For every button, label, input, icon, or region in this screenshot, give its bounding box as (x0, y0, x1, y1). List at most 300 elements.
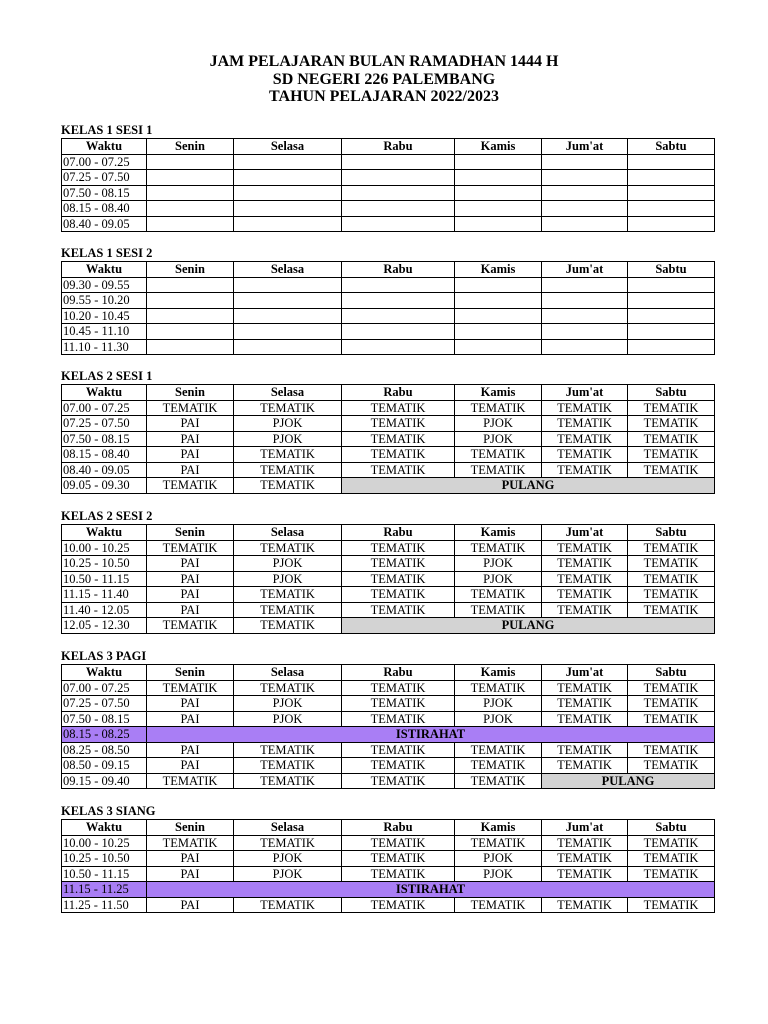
subject-cell (455, 308, 542, 324)
subject-cell: TEMATIK (342, 696, 455, 712)
table-row (62, 185, 715, 201)
schedule-table (61, 384, 715, 494)
subject-cell: PJOK (455, 711, 542, 727)
title-line-1: JAM PELAJARAN BULAN RAMADHAN 1444 H (209, 53, 559, 70)
time-cell: 08.15 - 08.40 (62, 201, 147, 217)
table-row (62, 758, 715, 774)
title-line-2: SD NEGERI 226 PALEMBANG (272, 70, 496, 88)
subject-cell: TEMATIK (342, 773, 455, 789)
subject-cell (234, 324, 342, 340)
subject-cell: TEMATIK (234, 587, 342, 603)
column-header: Selasa (234, 385, 342, 401)
table-row (62, 170, 715, 186)
column-header: Kamis (455, 139, 542, 155)
subject-cell (342, 293, 455, 309)
subject-cell (147, 324, 234, 340)
subject-cell (147, 154, 234, 170)
subject-cell: PJOK (234, 416, 342, 432)
subject-cell (147, 293, 234, 309)
time-cell: 10.50 - 11.15 (62, 866, 147, 882)
subject-cell: PJOK (455, 571, 542, 587)
subject-cell (455, 277, 542, 293)
subject-cell: TEMATIK (628, 447, 715, 463)
subject-cell: TEMATIK (455, 540, 542, 556)
subject-cell: TEMATIK (234, 447, 342, 463)
subject-cell (147, 277, 234, 293)
subject-cell: TEMATIK (455, 400, 542, 416)
section-kelas-1-sesi-1 (61, 123, 714, 232)
column-header: Rabu (342, 139, 455, 155)
subject-cell: PAI (147, 447, 234, 463)
subject-cell: TEMATIK (234, 478, 342, 494)
table-row (62, 416, 715, 432)
column-header: Rabu (342, 820, 455, 836)
column-header: Selasa (234, 665, 342, 681)
subject-cell: TEMATIK (455, 897, 542, 913)
schedule-table (61, 524, 715, 634)
subject-cell: TEMATIK (455, 680, 542, 696)
subject-cell (455, 154, 542, 170)
time-cell: 11.10 - 11.30 (62, 339, 147, 355)
subject-cell: TEMATIK (455, 447, 542, 463)
table-row (62, 711, 715, 727)
column-header: Rabu (342, 525, 455, 541)
subject-cell (542, 170, 628, 186)
subject-cell: TEMATIK (342, 540, 455, 556)
subject-cell (147, 201, 234, 217)
subject-cell: PAI (147, 556, 234, 572)
subject-cell (342, 170, 455, 186)
subject-cell: PJOK (455, 416, 542, 432)
table-row (62, 897, 715, 913)
subject-cell (234, 293, 342, 309)
subject-cell: PAI (147, 571, 234, 587)
subject-cell (542, 201, 628, 217)
time-cell: 07.25 - 07.50 (62, 696, 147, 712)
time-cell: 11.40 - 12.05 (62, 602, 147, 618)
subject-cell (234, 216, 342, 232)
table-row (62, 293, 715, 309)
subject-cell (147, 185, 234, 201)
subject-cell: TEMATIK (342, 851, 455, 867)
subject-cell: PJOK (455, 866, 542, 882)
column-header: Jum'at (542, 262, 628, 278)
column-header: Sabtu (628, 262, 715, 278)
schedule-table (61, 138, 715, 232)
subject-cell: PJOK (234, 851, 342, 867)
subject-cell: TEMATIK (542, 742, 628, 758)
subject-cell (628, 154, 715, 170)
column-header: Senin (147, 665, 234, 681)
subject-cell: TEMATIK (147, 680, 234, 696)
subject-cell (542, 185, 628, 201)
subject-cell: TEMATIK (342, 711, 455, 727)
subject-cell: TEMATIK (628, 742, 715, 758)
column-header: Kamis (455, 385, 542, 401)
subject-cell: TEMATIK (542, 587, 628, 603)
subject-cell: TEMATIK (628, 587, 715, 603)
subject-cell (342, 185, 455, 201)
subject-cell (342, 324, 455, 340)
subject-cell (342, 277, 455, 293)
column-header: Jum'at (542, 665, 628, 681)
subject-cell (542, 324, 628, 340)
column-header: Jum'at (542, 525, 628, 541)
subject-cell (147, 170, 234, 186)
column-header: Selasa (234, 820, 342, 836)
dismissal-cell: PULANG (542, 773, 715, 789)
subject-cell (628, 170, 715, 186)
subject-cell: TEMATIK (342, 602, 455, 618)
subject-cell: TEMATIK (342, 742, 455, 758)
column-header: Jum'at (542, 820, 628, 836)
subject-cell: PJOK (455, 431, 542, 447)
time-cell: 08.50 - 09.15 (62, 758, 147, 774)
column-header: Kamis (455, 665, 542, 681)
subject-cell (147, 216, 234, 232)
table-row (62, 216, 715, 232)
subject-cell: TEMATIK (628, 835, 715, 851)
header-row (62, 262, 715, 278)
subject-cell: TEMATIK (234, 773, 342, 789)
column-header: Rabu (342, 262, 455, 278)
subject-cell: TEMATIK (342, 835, 455, 851)
subject-cell (455, 216, 542, 232)
subject-cell (234, 308, 342, 324)
subject-cell (455, 339, 542, 355)
subject-cell: TEMATIK (542, 571, 628, 587)
column-header: Selasa (234, 525, 342, 541)
subject-cell: TEMATIK (234, 618, 342, 634)
subject-cell: TEMATIK (628, 711, 715, 727)
subject-cell (234, 339, 342, 355)
time-cell: 11.15 - 11.40 (62, 587, 147, 603)
time-cell: 07.50 - 08.15 (62, 431, 147, 447)
table-row (62, 324, 715, 340)
column-header: Sabtu (628, 820, 715, 836)
document-title (0, 53, 768, 106)
subject-cell (342, 201, 455, 217)
subject-cell: TEMATIK (542, 851, 628, 867)
break-cell: ISTIRAHAT (147, 727, 715, 743)
column-header: Waktu (62, 525, 147, 541)
column-header: Kamis (455, 820, 542, 836)
subject-cell: TEMATIK (628, 462, 715, 478)
time-cell: 07.50 - 08.15 (62, 185, 147, 201)
subject-cell: PJOK (455, 556, 542, 572)
column-header: Sabtu (628, 385, 715, 401)
table-row (62, 478, 715, 494)
subject-cell (542, 308, 628, 324)
time-cell: 08.25 - 08.50 (62, 742, 147, 758)
table-row (62, 866, 715, 882)
header-row (62, 820, 715, 836)
subject-cell: TEMATIK (455, 835, 542, 851)
time-cell: 09.30 - 09.55 (62, 277, 147, 293)
time-cell: 10.25 - 10.50 (62, 556, 147, 572)
subject-cell: TEMATIK (455, 758, 542, 774)
table-row (62, 540, 715, 556)
time-cell: 07.25 - 07.50 (62, 170, 147, 186)
section-kelas-2-sesi-1 (61, 369, 714, 494)
column-header: Selasa (234, 139, 342, 155)
subject-cell (147, 308, 234, 324)
schedule-table (61, 819, 715, 913)
subject-cell: TEMATIK (234, 897, 342, 913)
dismissal-cell: PULANG (342, 478, 715, 494)
subject-cell: TEMATIK (542, 758, 628, 774)
subject-cell: PAI (147, 696, 234, 712)
subject-cell: TEMATIK (147, 618, 234, 634)
column-header: Jum'at (542, 139, 628, 155)
time-cell: 11.25 - 11.50 (62, 897, 147, 913)
subject-cell: TEMATIK (628, 851, 715, 867)
header-row (62, 525, 715, 541)
section-kelas-3-siang (61, 804, 714, 913)
section-label: KELAS 2 SESI 1 (61, 369, 153, 383)
subject-cell (455, 201, 542, 217)
column-header: Waktu (62, 385, 147, 401)
time-cell: 11.15 - 11.25 (62, 882, 147, 898)
subject-cell: PAI (147, 897, 234, 913)
subject-cell: PAI (147, 866, 234, 882)
subject-cell: PJOK (234, 571, 342, 587)
column-header: Kamis (455, 525, 542, 541)
subject-cell: TEMATIK (342, 897, 455, 913)
subject-cell: PJOK (455, 696, 542, 712)
subject-cell: TEMATIK (234, 835, 342, 851)
section-kelas-2-sesi-2 (61, 509, 714, 634)
subject-cell (234, 170, 342, 186)
dismissal-cell: PULANG (342, 618, 715, 634)
time-cell: 08.15 - 08.40 (62, 447, 147, 463)
time-cell: 07.00 - 07.25 (62, 400, 147, 416)
table-row (62, 277, 715, 293)
column-header: Kamis (455, 262, 542, 278)
title-line-3: TAHUN PELAJARAN 2022/2023 (269, 88, 499, 105)
subject-cell: TEMATIK (628, 680, 715, 696)
table-row (62, 882, 715, 898)
subject-cell (342, 339, 455, 355)
subject-cell: TEMATIK (542, 556, 628, 572)
subject-cell: TEMATIK (542, 540, 628, 556)
header-row (62, 385, 715, 401)
subject-cell: TEMATIK (234, 758, 342, 774)
time-cell: 08.40 - 09.05 (62, 216, 147, 232)
subject-cell: TEMATIK (147, 400, 234, 416)
subject-cell: TEMATIK (455, 773, 542, 789)
subject-cell: TEMATIK (147, 773, 234, 789)
subject-cell: TEMATIK (542, 416, 628, 432)
column-header: Selasa (234, 262, 342, 278)
table-row (62, 447, 715, 463)
subject-cell: TEMATIK (628, 431, 715, 447)
subject-cell: TEMATIK (342, 447, 455, 463)
subject-cell: TEMATIK (455, 742, 542, 758)
subject-cell (455, 185, 542, 201)
subject-cell: TEMATIK (342, 431, 455, 447)
column-header: Waktu (62, 665, 147, 681)
table-row (62, 742, 715, 758)
subject-cell: TEMATIK (147, 540, 234, 556)
column-header: Senin (147, 262, 234, 278)
section-label: KELAS 2 SESI 2 (61, 509, 153, 523)
subject-cell: TEMATIK (342, 556, 455, 572)
subject-cell: PAI (147, 416, 234, 432)
time-cell: 09.15 - 09.40 (62, 773, 147, 789)
subject-cell (542, 154, 628, 170)
subject-cell: TEMATIK (628, 897, 715, 913)
subject-cell (234, 201, 342, 217)
table-row (62, 773, 715, 789)
section-kelas-3-pagi (61, 649, 714, 789)
subject-cell (234, 154, 342, 170)
table-row (62, 400, 715, 416)
subject-cell: TEMATIK (342, 866, 455, 882)
subject-cell (342, 154, 455, 170)
subject-cell: TEMATIK (455, 462, 542, 478)
subject-cell: TEMATIK (628, 416, 715, 432)
column-header: Sabtu (628, 525, 715, 541)
column-header: Waktu (62, 820, 147, 836)
subject-cell: TEMATIK (342, 462, 455, 478)
column-header: Senin (147, 139, 234, 155)
subject-cell: TEMATIK (342, 758, 455, 774)
subject-cell (542, 293, 628, 309)
time-cell: 09.05 - 09.30 (62, 478, 147, 494)
table-row (62, 571, 715, 587)
column-header: Sabtu (628, 139, 715, 155)
subject-cell: TEMATIK (342, 400, 455, 416)
column-header: Waktu (62, 139, 147, 155)
column-header: Senin (147, 525, 234, 541)
subject-cell: TEMATIK (455, 602, 542, 618)
subject-cell: PJOK (234, 556, 342, 572)
subject-cell: TEMATIK (234, 540, 342, 556)
time-cell: 10.25 - 10.50 (62, 851, 147, 867)
table-row (62, 339, 715, 355)
subject-cell: TEMATIK (342, 416, 455, 432)
subject-cell: TEMATIK (234, 462, 342, 478)
time-cell: 08.15 - 08.25 (62, 727, 147, 743)
subject-cell (628, 185, 715, 201)
subject-cell (147, 339, 234, 355)
table-row (62, 835, 715, 851)
subject-cell (628, 324, 715, 340)
subject-cell: TEMATIK (628, 400, 715, 416)
subject-cell: TEMATIK (542, 835, 628, 851)
table-row (62, 201, 715, 217)
subject-cell: TEMATIK (342, 680, 455, 696)
subject-cell: TEMATIK (147, 835, 234, 851)
section-label: KELAS 1 SESI 1 (61, 123, 153, 137)
table-row (62, 696, 715, 712)
subject-cell: TEMATIK (628, 758, 715, 774)
subject-cell: TEMATIK (542, 602, 628, 618)
time-cell: 07.00 - 07.25 (62, 680, 147, 696)
subject-cell (628, 216, 715, 232)
subject-cell: TEMATIK (542, 431, 628, 447)
section-label: KELAS 1 SESI 2 (61, 246, 153, 260)
subject-cell (455, 324, 542, 340)
table-row (62, 602, 715, 618)
subject-cell: TEMATIK (628, 602, 715, 618)
subject-cell (455, 170, 542, 186)
subject-cell: TEMATIK (628, 696, 715, 712)
table-row (62, 680, 715, 696)
table-row (62, 618, 715, 634)
subject-cell: PAI (147, 462, 234, 478)
column-header: Senin (147, 385, 234, 401)
subject-cell: TEMATIK (234, 602, 342, 618)
column-header: Rabu (342, 385, 455, 401)
table-row (62, 154, 715, 170)
table-row (62, 851, 715, 867)
subject-cell: TEMATIK (542, 897, 628, 913)
subject-cell: TEMATIK (342, 571, 455, 587)
time-cell: 07.00 - 07.25 (62, 154, 147, 170)
subject-cell: PJOK (234, 711, 342, 727)
subject-cell: PAI (147, 431, 234, 447)
subject-cell: TEMATIK (628, 571, 715, 587)
time-cell: 10.20 - 10.45 (62, 308, 147, 324)
time-cell: 10.00 - 10.25 (62, 835, 147, 851)
subject-cell: TEMATIK (234, 400, 342, 416)
subject-cell (628, 308, 715, 324)
time-cell: 08.40 - 09.05 (62, 462, 147, 478)
table-row (62, 556, 715, 572)
subject-cell (628, 201, 715, 217)
subject-cell: TEMATIK (542, 696, 628, 712)
column-header: Jum'at (542, 385, 628, 401)
time-cell: 07.25 - 07.50 (62, 416, 147, 432)
section-kelas-1-sesi-2 (61, 246, 714, 355)
section-label: KELAS 3 SIANG (61, 804, 156, 818)
subject-cell: TEMATIK (342, 587, 455, 603)
subject-cell: TEMATIK (628, 556, 715, 572)
column-header: Rabu (342, 665, 455, 681)
subject-cell (628, 293, 715, 309)
break-cell: ISTIRAHAT (147, 882, 715, 898)
table-row (62, 587, 715, 603)
subject-cell: TEMATIK (455, 587, 542, 603)
subject-cell: PAI (147, 711, 234, 727)
subject-cell: TEMATIK (147, 478, 234, 494)
subject-cell (542, 216, 628, 232)
time-cell: 10.50 - 11.15 (62, 571, 147, 587)
subject-cell: PJOK (234, 696, 342, 712)
subject-cell (628, 339, 715, 355)
subject-cell: TEMATIK (234, 680, 342, 696)
subject-cell (542, 277, 628, 293)
subject-cell: PJOK (234, 866, 342, 882)
subject-cell: TEMATIK (542, 866, 628, 882)
subject-cell: PAI (147, 602, 234, 618)
subject-cell: TEMATIK (628, 540, 715, 556)
section-label: KELAS 3 PAGI (61, 649, 147, 663)
subject-cell (342, 308, 455, 324)
table-row (62, 462, 715, 478)
table-row (62, 431, 715, 447)
schedule-table (61, 664, 715, 789)
subject-cell: PAI (147, 742, 234, 758)
subject-cell: TEMATIK (542, 680, 628, 696)
schedule-table (61, 261, 715, 355)
header-row (62, 665, 715, 681)
header-row (62, 139, 715, 155)
subject-cell: TEMATIK (234, 742, 342, 758)
subject-cell: TEMATIK (542, 711, 628, 727)
